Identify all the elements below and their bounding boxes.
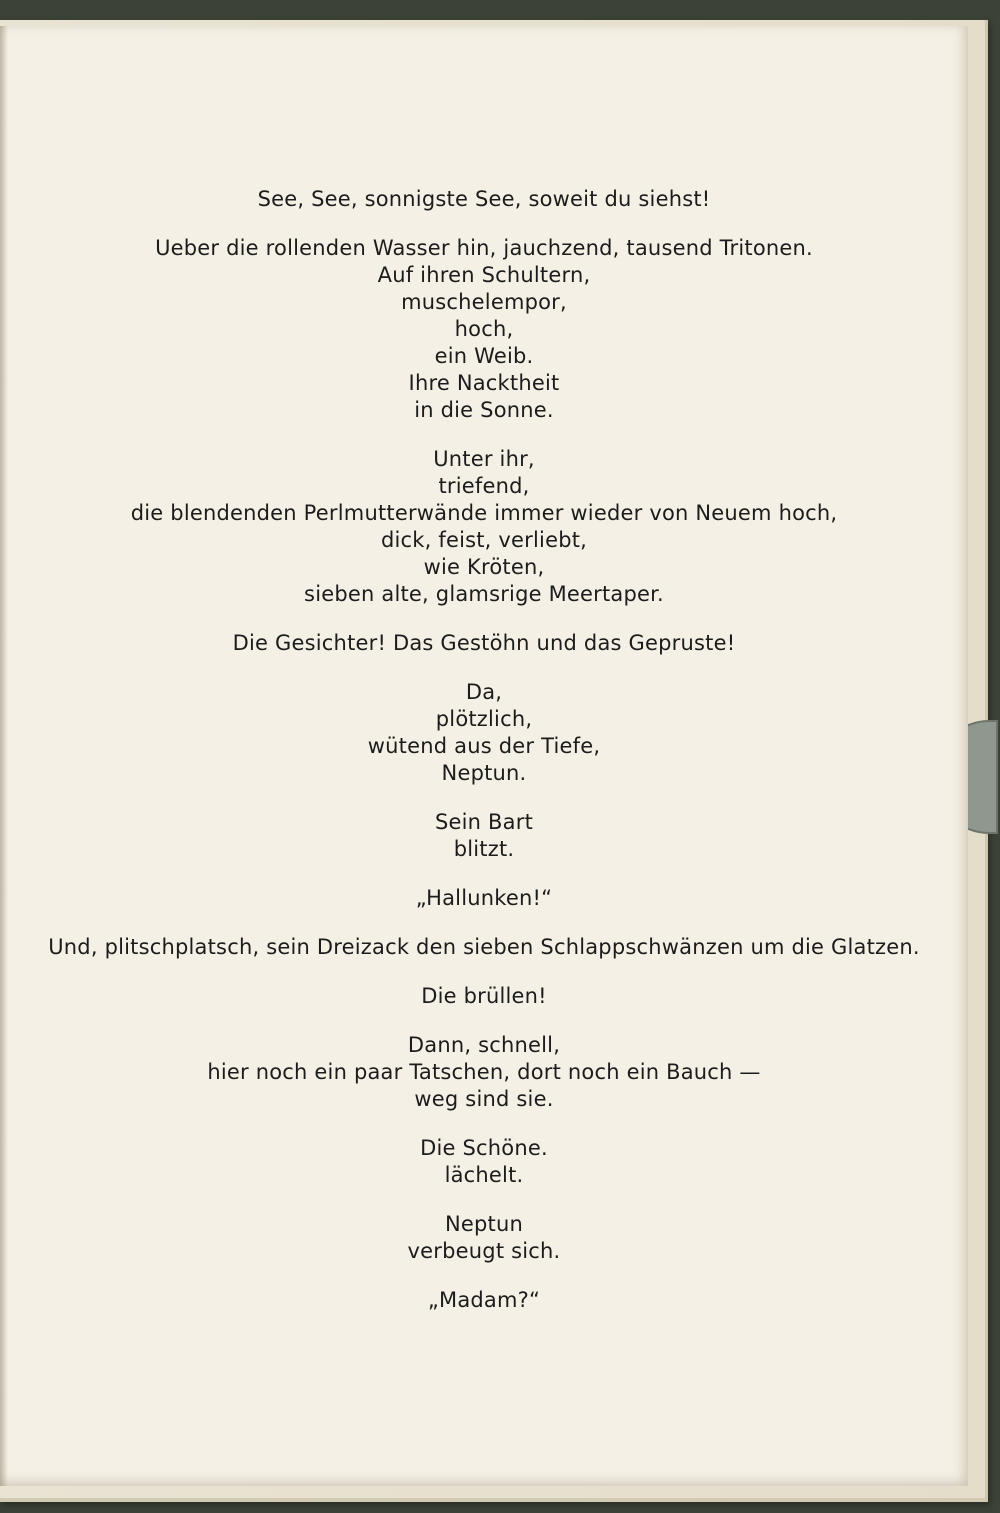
poem-line: plötzlich, — [435, 707, 533, 731]
poem-line: ein Weib. — [434, 344, 534, 368]
poem-line: See, See, sonnigste See, soweit du siehst! — [257, 187, 711, 211]
poem-line: hoch, — [454, 317, 514, 341]
stanza-opening — [0, 186, 968, 213]
poem-line: „Hallunken!“ — [415, 886, 553, 910]
poem-line: dick, feist, verliebt, — [380, 528, 588, 552]
poem-line: wütend aus der Tiefe, — [367, 734, 601, 758]
poem-line: Neptun — [444, 1212, 523, 1236]
poem-line: Die brüllen! — [421, 984, 547, 1008]
stanza-meertaper — [0, 446, 968, 608]
poem-line: Und, plitschplatsch, sein Dreizack den sieben Schlappschwänzen um die Glatzen. — [48, 935, 920, 959]
poem-line: Die Gesichter! Das Gestöhn und das Gepruste! — [232, 631, 736, 655]
poem-line: wie Kröten, — [423, 555, 545, 579]
stanza-madam — [0, 1287, 968, 1314]
poem-line: Auf ihren Schultern, — [377, 263, 591, 287]
poem-line: verbeugt sich. — [407, 1239, 561, 1263]
stanza-beard — [0, 809, 968, 863]
poem-line: die blendenden Perlmutterwände immer wieder von Neuem hoch, — [130, 501, 838, 525]
poem-line: weg sind sie. — [414, 1087, 554, 1111]
poem-line: hier noch ein paar Tatschen, dort noch ein Bauch — — [207, 1060, 761, 1084]
stanza-trident — [0, 934, 968, 961]
stanza-faces — [0, 630, 968, 657]
poem-line: in die Sonne. — [414, 398, 554, 422]
poem-line: Ihre Nacktheit — [408, 371, 560, 395]
poem-line: „Madam?“ — [427, 1288, 541, 1312]
stanza-tritons — [0, 235, 968, 424]
poem-line: Unter ihr, — [433, 447, 535, 471]
stanza-gone — [0, 1032, 968, 1113]
poem-line: Sein Bart — [434, 810, 533, 834]
poem-line: Neptun. — [441, 761, 527, 785]
poem-line: blitzt. — [453, 837, 515, 861]
poem-line: lächelt. — [444, 1163, 524, 1187]
stanza-hallunken — [0, 885, 968, 912]
poem-line: Dann, schnell, — [407, 1033, 561, 1057]
poem-line: sieben alte, glamsrige Meertaper. — [304, 582, 664, 606]
poem-line: Die Schöne. — [420, 1136, 548, 1160]
poem-line: muschelempor, — [401, 290, 567, 314]
stanza-neptune — [0, 679, 968, 787]
poem-text — [0, 186, 968, 1336]
stanza-bellow — [0, 983, 968, 1010]
stanza-beauty — [0, 1135, 968, 1189]
poem-line: Ueber die rollenden Wasser hin, jauchzend, tausend Tritonen. — [155, 236, 813, 260]
poem-line: triefend, — [438, 474, 530, 498]
poem-line: Da, — [465, 680, 503, 704]
stanza-bow — [0, 1211, 968, 1265]
